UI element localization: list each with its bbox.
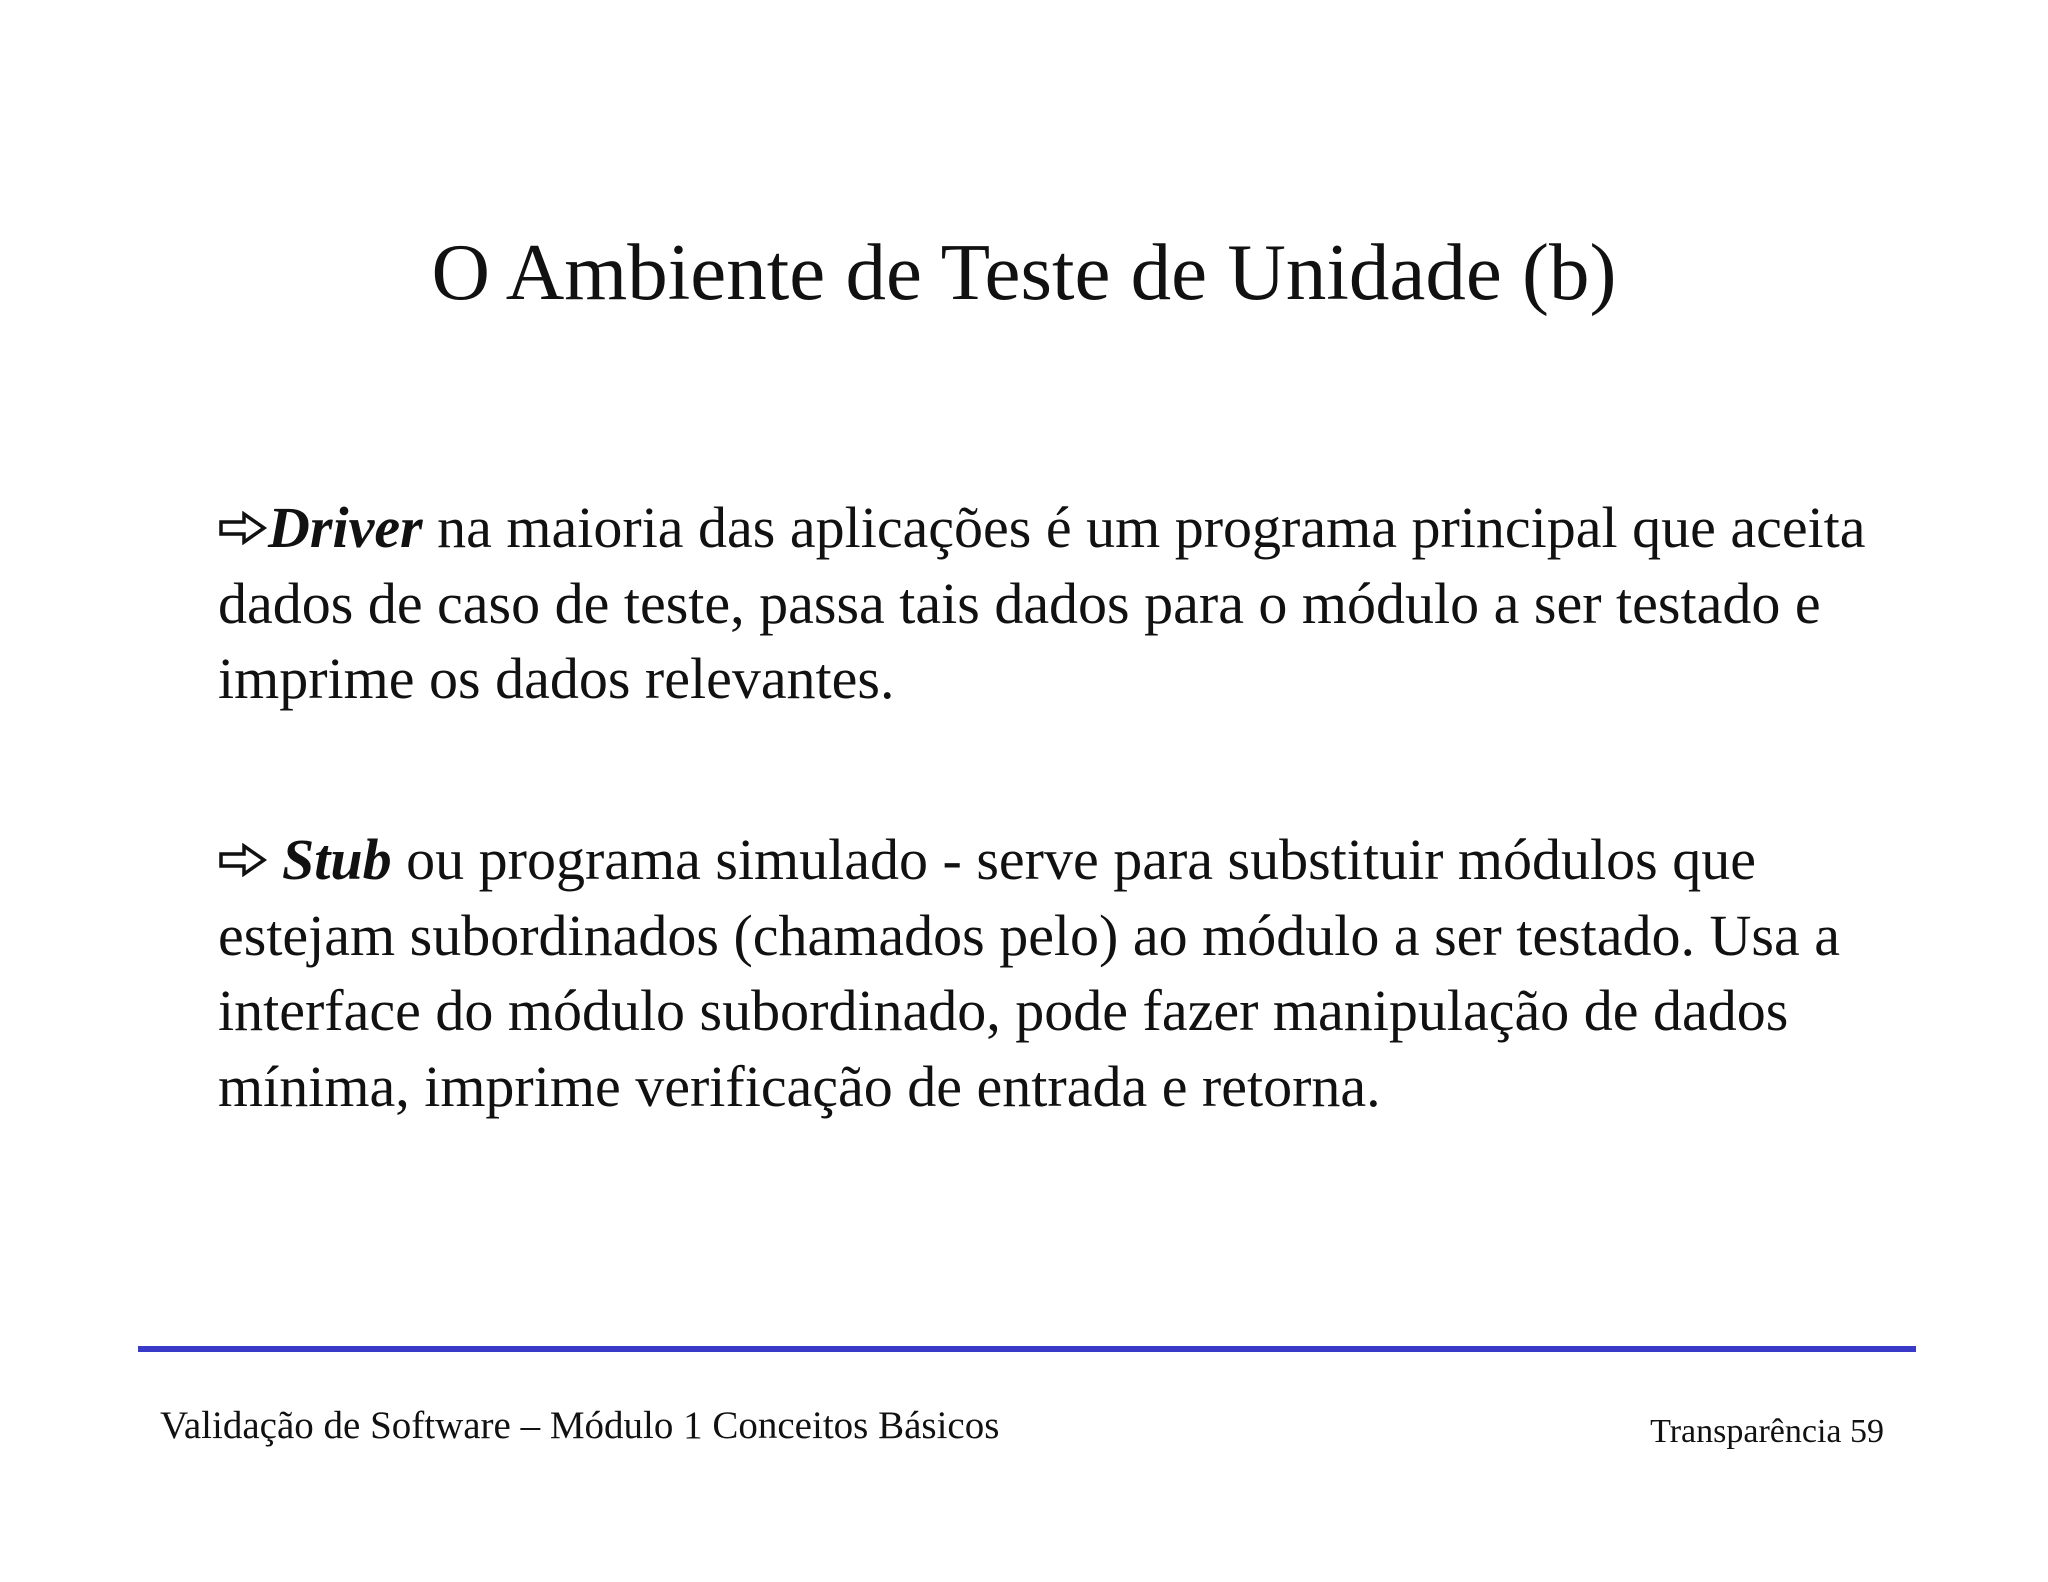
arrow-right-outline-icon	[218, 843, 268, 877]
bullet-text: na maioria das aplicações é um programa principal que aceita dados de caso de teste, passa tais dados para o módulo a ser testado e imprime os dados relevantes.	[218, 495, 1866, 711]
footer-divider	[138, 1346, 1916, 1352]
arrow-right-outline-icon	[218, 511, 268, 545]
bullet-stub	[218, 822, 1878, 1124]
slide-title: O Ambiente de Teste de Unidade (b)	[431, 227, 1617, 317]
bullet-text: ou programa simulado - serve para substituir módulos que estejam subordinados (chamados pelo) ao módulo a ser testado. Usa a interface do módulo subordinado, pode fazer manipulação de dados mínima, imprime verificação de entrada e retorna.	[218, 827, 1840, 1119]
footer-course-title: Validação de Software – Módulo 1 Conceitos Básicos	[160, 1404, 1000, 1447]
bullet-term: Stub	[282, 827, 392, 892]
footer-slide-number: Transparência 59	[1650, 1413, 1884, 1450]
bullet-driver	[218, 490, 1878, 717]
bullet-term: Driver	[268, 495, 423, 560]
